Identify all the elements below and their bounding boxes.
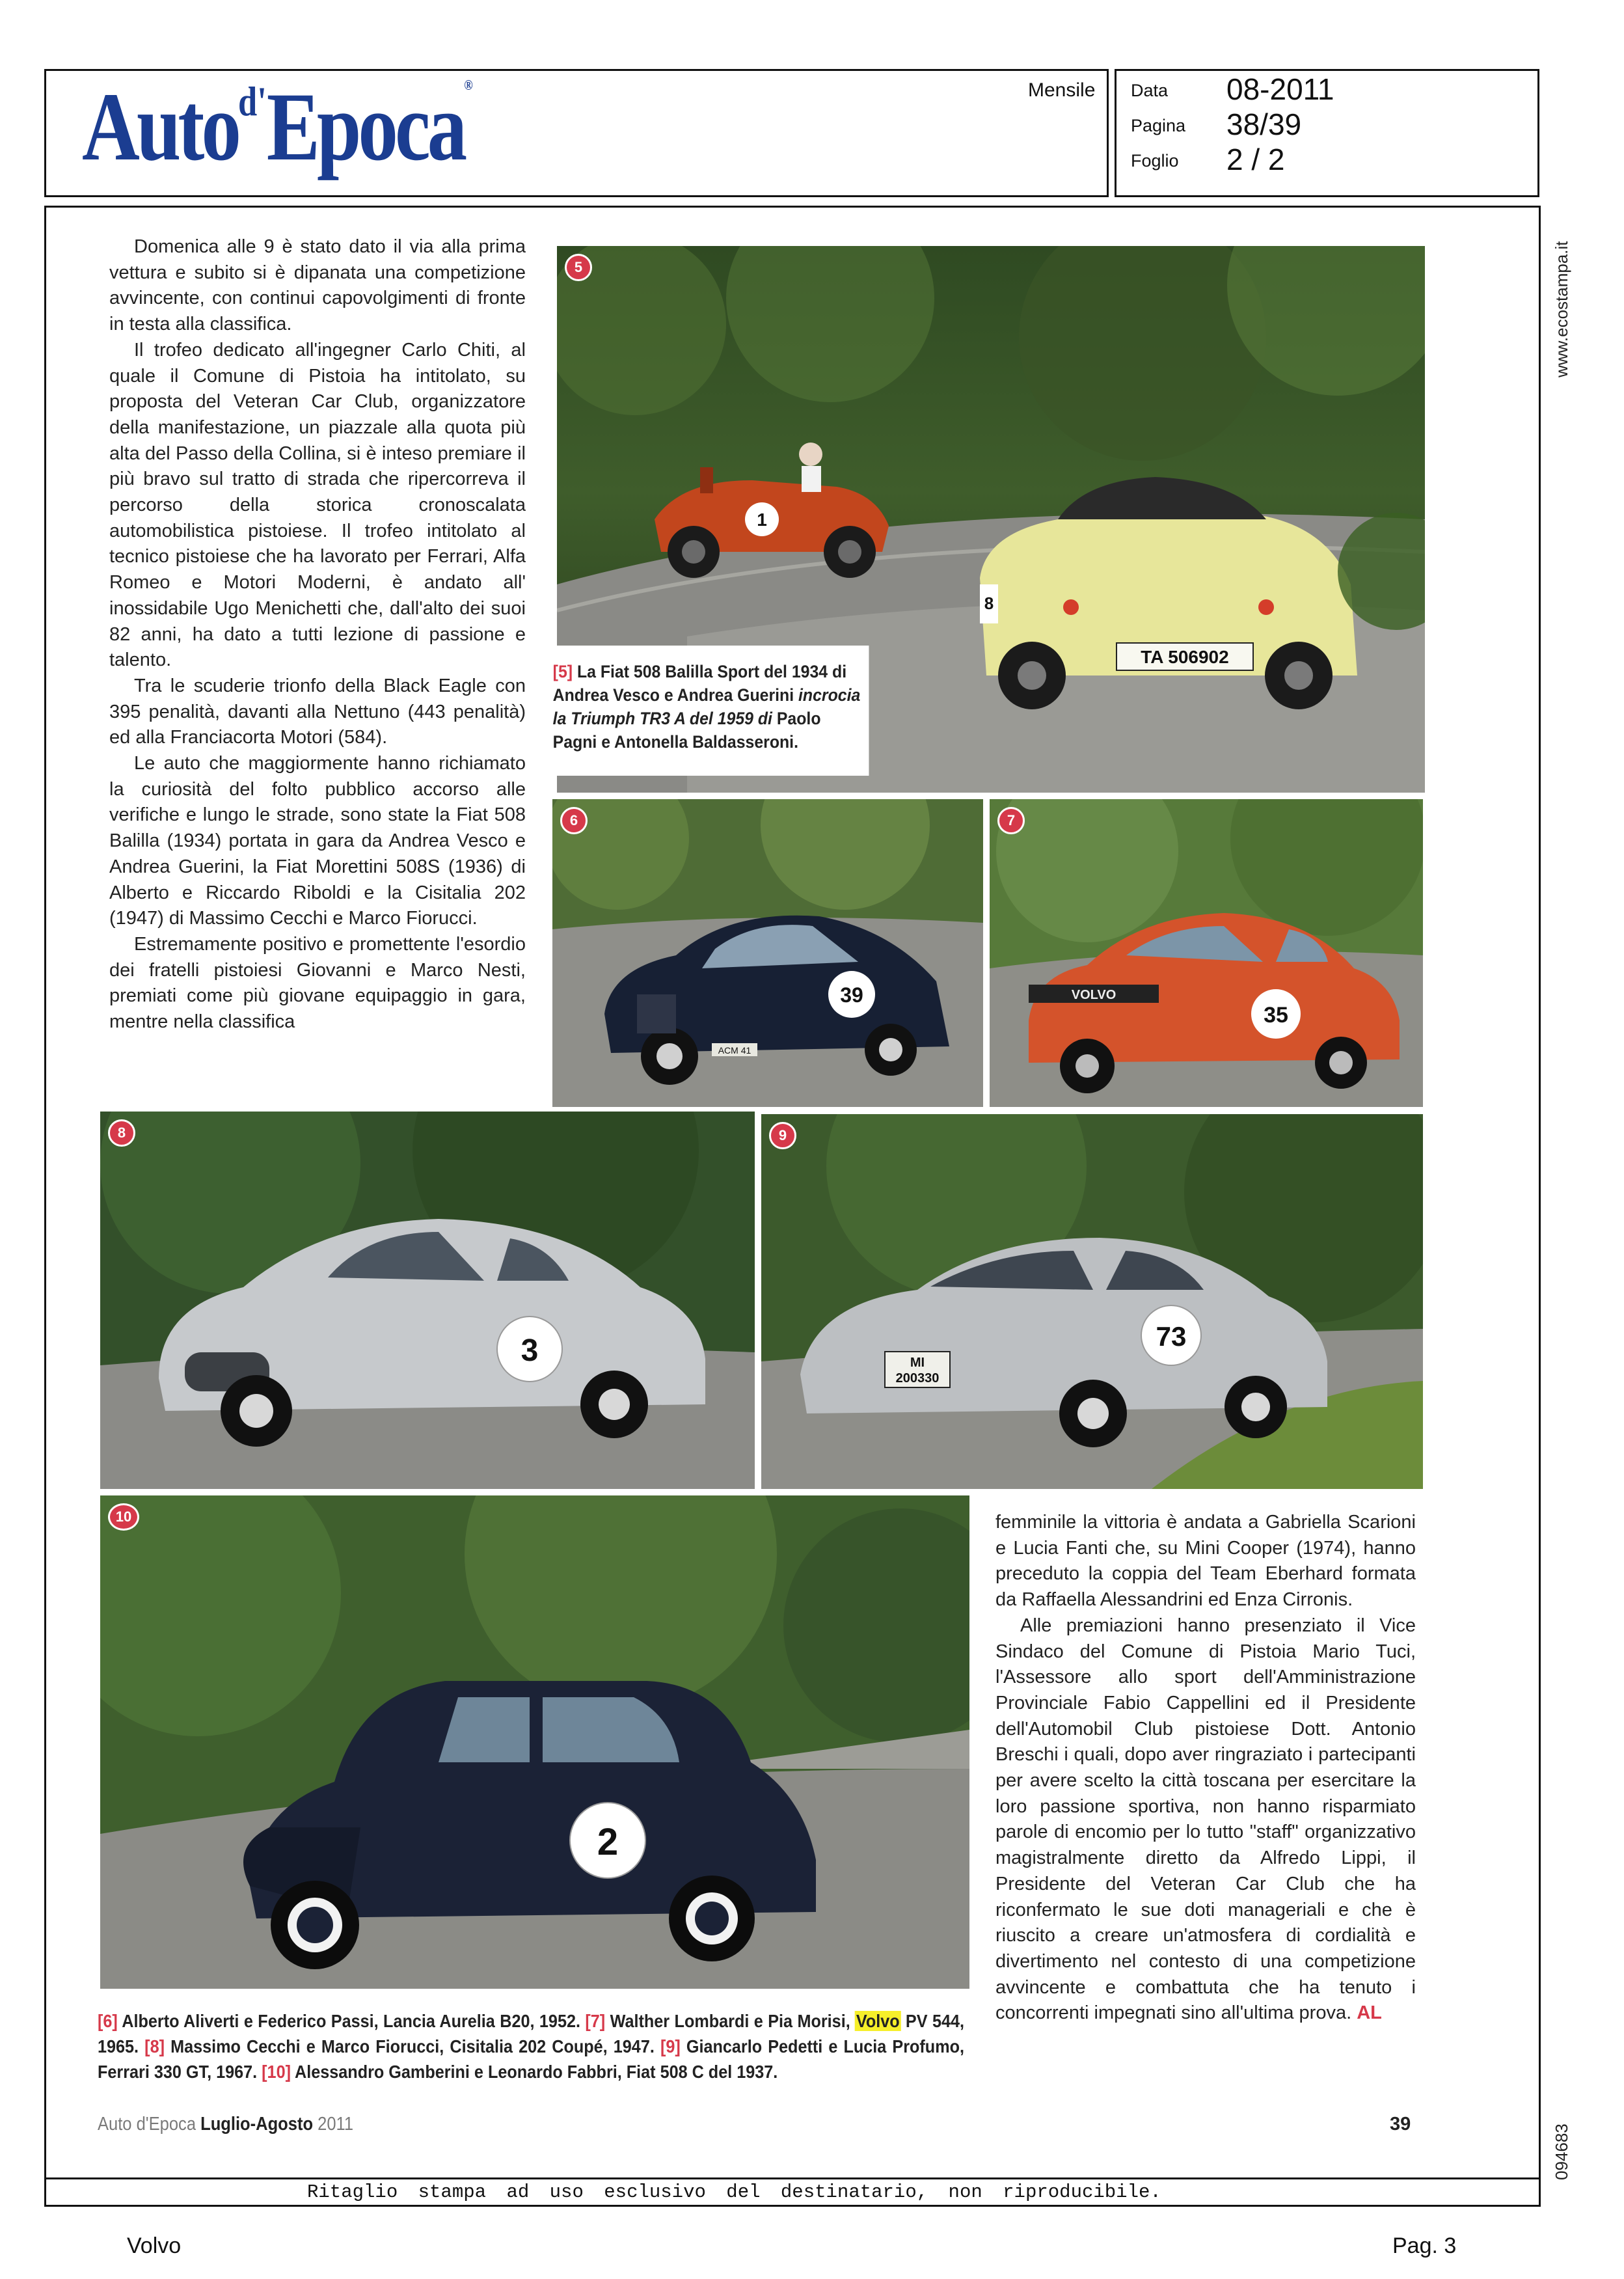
photo-6-lancia-aurelia bbox=[552, 799, 983, 1107]
paragraph: femminile la vittoria è andata a Gabriella Scarioni e Lucia Fanti che, su Mini Cooper (1974), hanno preceduto la coppia del Team Eberhard formata da Raffaella Alessandrini ed Enza Cirronis. bbox=[995, 1512, 1416, 1611]
meta-pagina-value: 38/39 bbox=[1226, 107, 1302, 141]
paragraph: Il trofeo dedicato all'ingegner Carlo Chiti, al quale il Comune di Pistoia ha intitolato, su proposta del Veteran Car Club, organizzatore della manifestazione, un piazzale alla quota più alta del Passo della Collina, si è inteso premiare il più bravo sul tratto di strada che ripercorreva il percorso della storica cronoscalata automobilistica pistoiese. Il trofeo intitolato al tecnico pistoiese che ha lavorato per Ferrari, Alfa Romeo e Motori Moderni, è andato all' inossidabile Ugo Menichetti che, dall'alto dei suoi 82 anni, ha dato a tutti lezione di passione e talento. bbox=[109, 339, 526, 671]
photo-7-volvo-pv544 bbox=[990, 799, 1423, 1107]
author-signature: AL bbox=[1357, 2002, 1382, 2024]
race-number: 39 bbox=[840, 983, 863, 1007]
photo-badge: 8 bbox=[108, 1119, 135, 1147]
meta-pagina-label: Pagina bbox=[1131, 116, 1186, 135]
article-column-1 bbox=[109, 234, 526, 1035]
photo-badge: 6 bbox=[560, 807, 588, 834]
page-number: 39 bbox=[1390, 2114, 1411, 2135]
paragraph: Estremamente positivo e promettente l'esordio dei fratelli pistoiesi Giovanni e Marco Nesti, premiati come più giovane equipaggio in gara, mentre nella classifica bbox=[109, 933, 526, 1033]
race-number: 8 bbox=[984, 594, 994, 613]
highlight-volvo: Volvo bbox=[856, 2011, 900, 2031]
license-plate: TA 506902 bbox=[1141, 647, 1229, 667]
license-plate: ACM 41 bbox=[718, 1045, 751, 1056]
magazine-footer: Auto d'Epoca Luglio-Agosto 2011 bbox=[98, 2114, 354, 2135]
meta-data-label: Data bbox=[1131, 81, 1169, 100]
photo-8-cisitalia-202 bbox=[100, 1112, 755, 1489]
periodicity-label: Mensile bbox=[1028, 79, 1096, 101]
clipping-keyword: Volvo bbox=[127, 2233, 182, 2258]
race-number: 73 bbox=[1156, 1321, 1187, 1352]
race-number: 1 bbox=[757, 510, 767, 530]
race-number: 3 bbox=[521, 1333, 539, 1368]
photo-badge: 10 bbox=[108, 1503, 139, 1531]
frame-divider bbox=[44, 2177, 1541, 2179]
race-number: 2 bbox=[597, 1821, 619, 1863]
paragraph: Domenica alle 9 è stato dato il via alla prima vettura e subito si è dipanata una competizione avvincente, con continui capovolgimenti di fronte in testa alla classifica. bbox=[109, 236, 526, 335]
masthead-logo: Auto$^{d'}$Epoca® bbox=[82, 73, 473, 181]
meta-foglio-value: 2 / 2 bbox=[1226, 143, 1285, 176]
photo-badge: 7 bbox=[997, 807, 1025, 834]
caption-5: [5] La Fiat 508 Balilla Sport del 1934 di Andrea Vesco e Andrea Guerini incrocia la Triumph TR3 A del 1959 di Paolo Pagni e Antonella Baldasseroni. bbox=[550, 646, 869, 776]
side-url: www.ecostampa.it bbox=[1552, 241, 1571, 377]
photo-badge: 9 bbox=[769, 1122, 796, 1149]
article-column-2 bbox=[995, 1510, 1416, 2027]
side-code: 094683 bbox=[1552, 2123, 1571, 2180]
license-plate-bottom: 200330 bbox=[895, 1371, 940, 1385]
clipping-page: Pag. 3 bbox=[1392, 2233, 1457, 2258]
meta-data-value: 08-2011 bbox=[1226, 72, 1334, 106]
race-number: 35 bbox=[1264, 1003, 1288, 1028]
paragraph: Alle premiazioni hanno presenziato il Vice Sindaco del Comune di Pistoia Mario Tuci, l'Assessore allo sport dell'Amministrazione Provinciale Fabio Cappellini ed il Presidente dell'Automobil Club pistoiese Dott. Antonio Breschi i quali, dopo aver ringraziato i partecipanti per avere scelto la città toscana per esercitare la loro passione sportiva, non hanno risparmiato parole di encomio per lo tutto "staff" organizzativo magistralmente diretto da Alfredo Lippi, il Presidente del Veteran Car Club che ha riconfermato le sue doti manageriali e che è riuscito a creare un'atmosfera di cordialità e divertimento nel contesto di una competizione avvincente e combattuta che ha tenuto i concorrenti impegnati sino all'ultima prova. AL bbox=[995, 1615, 1416, 2024]
photo-badge: 5 bbox=[565, 254, 592, 281]
license-plate-top: MI bbox=[910, 1356, 925, 1370]
meta-foglio-label: Foglio bbox=[1131, 151, 1179, 171]
caption-6-10: [6] Alberto Aliverti e Federico Passi, Lancia Aurelia B20, 1952. [7] Walther Lombardi e Pia Morisi, Volvo PV 544, 1965. [8] Massimo Cecchi e Marco Fiorucci, Cisitalia 202 Coupé, 1947. [9] Giancarlo Pedetti e Lucia Profumo, Ferrari 330 GT, 1967. [10] Alessandro Gamberini e Leonardo Fabbri, Fiat 508 C del 1937. bbox=[98, 2011, 964, 2082]
photo-9-ferrari-330gt bbox=[761, 1114, 1423, 1489]
disclaimer-line: Ritaglio stampa ad uso esclusivo del destinatario, non riproducibile. bbox=[307, 2181, 1161, 2203]
paragraph: Le auto che maggiormente hanno richiamato la curiosità del folto pubblico accorso alle verifiche e lungo le strade, sono state la Fiat 508 Balilla (1934) portata in gara da Andrea Vesco e Andrea Guerini, la Fiat Morettini 508S (1936) di Alberto e Riccardo Riboldi e la Cisitalia 202 (1947) di Massimo Cecchi e Marco Fiorucci. bbox=[109, 753, 526, 929]
photo-10-fiat-508c bbox=[100, 1495, 969, 1989]
paragraph: Tra le scuderie trionfo della Black Eagle con 395 penalità, davanti alla Nettuno (443 penalità) ed alla Franciacorta Motori (584). bbox=[109, 675, 526, 748]
brand-lettering: VOLVO bbox=[1071, 988, 1116, 1002]
